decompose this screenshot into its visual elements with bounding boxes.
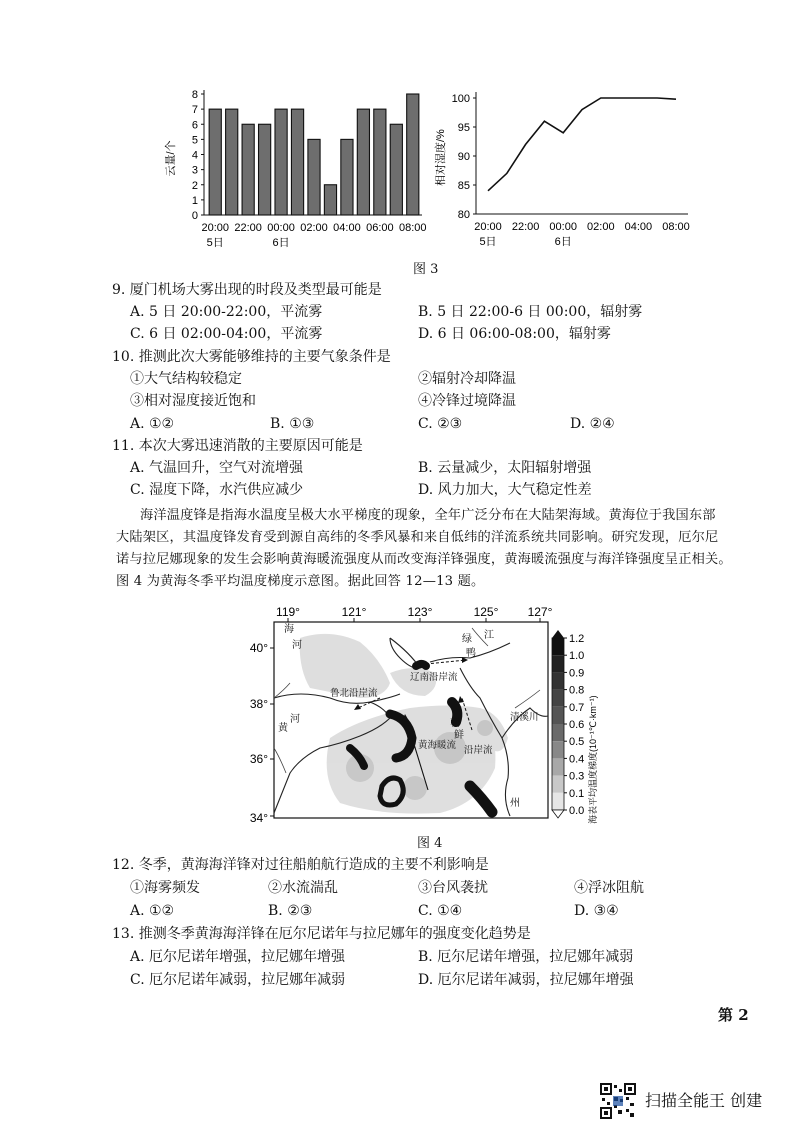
q13-option-b: B. 厄尔尼诺年增强，拉尼娜年减弱 (418, 949, 634, 965)
label-huanghai-warm: 黄海暖流 (418, 740, 457, 751)
passage-line-2: 大陆架区，其温度锋发育受到源自高纬的冬季风暴和来自低纬的洋流系统共同影响。研究发现，厄尔尼 (116, 530, 719, 545)
q13-option-c: C. 厄尔尼诺年减弱，拉尼娜年减弱 (130, 972, 346, 988)
q10-item-3: ③相对湿度接近饱和 (130, 393, 256, 409)
label-lubei-coast: 鲁北沿岸流 (330, 688, 378, 699)
cloud-bar (308, 139, 320, 215)
q11-option-d: D. 风力加大，大气稳定性差 (418, 482, 592, 498)
q12-stem: 12. 冬季，黄海海洋锋对过往船舶航行造成的主要不利影响是 (112, 857, 489, 873)
bar-y-tick-label: 4 (191, 149, 198, 162)
legend-tick-label: 0.4 (569, 753, 585, 766)
cloud-bar (341, 139, 353, 215)
line-y-axis-label: 相对湿度/% (435, 129, 447, 186)
cloud-bar (242, 124, 254, 215)
legend-swatch (552, 672, 564, 689)
label-huang: 黄 (278, 723, 288, 734)
bar-y-tick-label: 2 (191, 179, 198, 192)
label-ya: 鸭 (466, 648, 476, 659)
lat-label-36: 36° (249, 752, 268, 766)
q10-item-2: ②辐射冷却降温 (418, 371, 516, 387)
bar-x-tick-label: 04:00 (333, 222, 361, 234)
bar-x-tick-label: 22:00 (234, 222, 262, 234)
legend-tick-label: 0.5 (569, 736, 585, 749)
q10-option-d: D. ②④ (570, 416, 615, 432)
lon-label-121: 121° (341, 605, 367, 619)
q12-option-b: B. ②③ (268, 903, 313, 919)
label-chao: 朝 (450, 718, 460, 729)
passage-line-3: 诺与拉尼娜现象的发生会影响黄海暖流强度从而改变海洋锋强度，黄海暖流强度与海洋锋强度呈正相关。 (116, 552, 732, 567)
q10-item-1: ①大气结构较稳定 (130, 371, 242, 387)
lat-label-40: 40° (249, 641, 268, 655)
line-y-tick-label: 90 (457, 151, 470, 163)
line-x-tick-label: 02:00 (587, 221, 615, 233)
page-number: 第 2 (718, 1006, 749, 1024)
cloud-bar (275, 109, 287, 215)
legend-bottom-arrow (552, 810, 564, 818)
q12-item-2: ②水流湍乱 (268, 880, 338, 896)
lon-label-123: 123° (407, 605, 433, 619)
label-qingchuan: 清溪川 (510, 712, 539, 723)
label-zhou: 州 (510, 798, 520, 809)
cloud-bar (374, 109, 386, 215)
bar-y-tick-label: 6 (191, 119, 198, 132)
bar-y-tick-label: 3 (191, 164, 198, 177)
label-xian: 鲜 (454, 730, 464, 741)
lat-label-34: 34° (249, 811, 268, 825)
line-y-tick-label: 95 (457, 122, 470, 134)
legend-tick-label: 0.9 (569, 667, 585, 680)
humidity-line-chart (430, 80, 700, 255)
lat-label-38: 38° (249, 697, 268, 711)
q10-option-b: B. ①③ (270, 416, 315, 432)
q9-option-d: D. 6 日 06:00-08:00，辐射雾 (418, 326, 611, 342)
legend-tick-label: 1.0 (569, 650, 585, 663)
q9-option-b: B. 5 日 22:00-6 日 00:00，辐射雾 (418, 304, 643, 320)
legend-tick-label: 0.6 (569, 719, 585, 731)
q12-item-4: ④浮冰阻航 (574, 880, 644, 896)
q13-stem: 13. 推测冬季黄海海洋锋在厄尔尼诺年与拉尼娜年的强度变化趋势是 (112, 926, 531, 942)
passage-line-4: 图 4 为黄海冬季平均温度梯度示意图。据此回答 12—13 题。 (116, 574, 485, 589)
lon-label-125: 125° (473, 605, 499, 619)
cloud-bar (259, 124, 271, 215)
line-y-tick-label: 100 (451, 93, 470, 105)
label-he: 河 (292, 640, 302, 651)
legend-tick-label: 0.7 (569, 701, 585, 714)
cloud-bar (407, 94, 419, 215)
bar-date-label: 5日 (206, 237, 224, 249)
qr-code-icon (600, 1083, 636, 1119)
cloud-bar-chart (160, 80, 430, 255)
lon-label-119: 119° (276, 605, 300, 619)
label-chaoxian-coast: 沿岸流 (464, 745, 493, 756)
q12-option-c: C. ①④ (418, 903, 463, 919)
legend-tick-label: 0.3 (569, 770, 585, 783)
q13-option-d: D. 厄尔尼诺年减弱，拉尼娜年增强 (418, 972, 634, 988)
line-date-label: 6日 (554, 236, 572, 248)
q12-item-1: ①海雾频发 (130, 880, 200, 896)
cloud-bar (390, 124, 402, 215)
label-hai: 海 (284, 624, 294, 635)
bar-y-axis-label: 云量/个 (165, 140, 177, 177)
legend-tick-label: 0.0 (569, 805, 585, 817)
gradient-legend (552, 630, 584, 818)
legend-swatch (552, 793, 564, 810)
q10-option-a: A. ①② (130, 416, 175, 432)
legend-swatch (552, 741, 564, 758)
cloud-bar (357, 109, 369, 215)
line-y-tick-label: 85 (457, 180, 470, 192)
bar-date-label: 6日 (272, 237, 290, 249)
legend-tick-label: 1.2 (569, 633, 585, 645)
bar-x-tick-label: 02:00 (300, 222, 328, 234)
legend-swatch (552, 758, 564, 775)
legend-title: 海表平均温度梯度(10⁻¹℃·km⁻¹) (588, 695, 598, 824)
line-x-tick-label: 20:00 (474, 221, 502, 233)
bar-x-tick-label: 06:00 (366, 222, 394, 234)
bar-y-tick-label: 0 (191, 210, 198, 222)
line-x-tick-label: 22:00 (511, 221, 540, 233)
scanner-watermark-text: 扫描全能王 创建 (645, 1091, 763, 1110)
q11-option-a: A. 气温回升，空气对流增强 (130, 460, 304, 476)
legend-swatch (552, 690, 564, 707)
legend-swatch (552, 655, 564, 672)
q11-option-c: C. 湿度下降，水汽供应减少 (130, 482, 304, 498)
legend-swatch (552, 776, 564, 793)
line-x-tick-label: 00:00 (549, 221, 577, 233)
q12-item-3: ③台风袭扰 (418, 880, 488, 896)
cloud-bar (291, 109, 303, 215)
cloud-bar (226, 109, 238, 215)
q11-stem: 11. 本次大雾迅速消散的主要原因可能是 (112, 438, 363, 454)
q11-option-b: B. 云量减少，太阳辐射增强 (418, 460, 592, 476)
cloud-bar (324, 185, 336, 215)
line-x-tick-label: 04:00 (624, 221, 653, 233)
line-date-label: 5日 (479, 236, 497, 248)
bar-y-tick-label: 7 (191, 104, 198, 117)
q10-option-c: C. ②③ (418, 416, 463, 432)
figure-4-caption: 图 4 (417, 836, 443, 851)
bar-x-tick-label: 20:00 (201, 222, 229, 234)
legend-swatch (552, 707, 564, 724)
q9-stem: 9. 厦门机场大雾出现的时段及类型最可能是 (112, 282, 382, 298)
q12-option-a: A. ①② (130, 903, 175, 919)
q9-option-c: C. 6 日 02:00-04:00，平流雾 (130, 326, 323, 342)
yellow-sea-gradient-map (240, 598, 610, 830)
lon-label-127: 127° (527, 605, 553, 619)
legend-swatch (552, 724, 564, 741)
bar-y-tick-label: 1 (191, 194, 198, 207)
cloud-bar (209, 109, 221, 215)
figure-3-caption: 图 3 (413, 262, 439, 277)
label-jiang: 江 (484, 630, 494, 641)
q10-item-4: ④冷锋过境降温 (418, 393, 516, 409)
q9-option-a: A. 5 日 20:00-22:00，平流雾 (130, 304, 323, 320)
humidity-line (488, 98, 676, 191)
bar-x-tick-label: 08:00 (399, 222, 427, 234)
bar-y-tick-label: 5 (191, 134, 198, 147)
legend-swatch (552, 638, 564, 655)
legend-top-arrow (552, 630, 564, 638)
q10-stem: 10. 推测此次大雾能够维持的主要气象条件是 (112, 349, 391, 365)
bar-x-tick-label: 00:00 (267, 222, 295, 234)
legend-tick-label: 0.1 (569, 787, 585, 800)
legend-tick-label: 0.8 (569, 684, 585, 697)
line-x-tick-label: 08:00 (662, 221, 690, 233)
label-he2: 河 (290, 714, 300, 725)
passage-line-1: 海洋温度锋是指海水温度呈极大水平梯度的现象，全年广泛分布在大陆架海域。黄海位于我国东部 (140, 508, 716, 523)
q12-option-d: D. ③④ (574, 903, 619, 919)
label-lv: 绿 (462, 634, 472, 645)
label-liaonan-coast: 辽南沿岸流 (410, 672, 458, 683)
q13-option-a: A. 厄尔尼诺年增强，拉尼娜年增强 (130, 949, 346, 965)
bar-y-tick-label: 8 (191, 89, 198, 101)
line-y-tick-label: 80 (457, 209, 470, 221)
